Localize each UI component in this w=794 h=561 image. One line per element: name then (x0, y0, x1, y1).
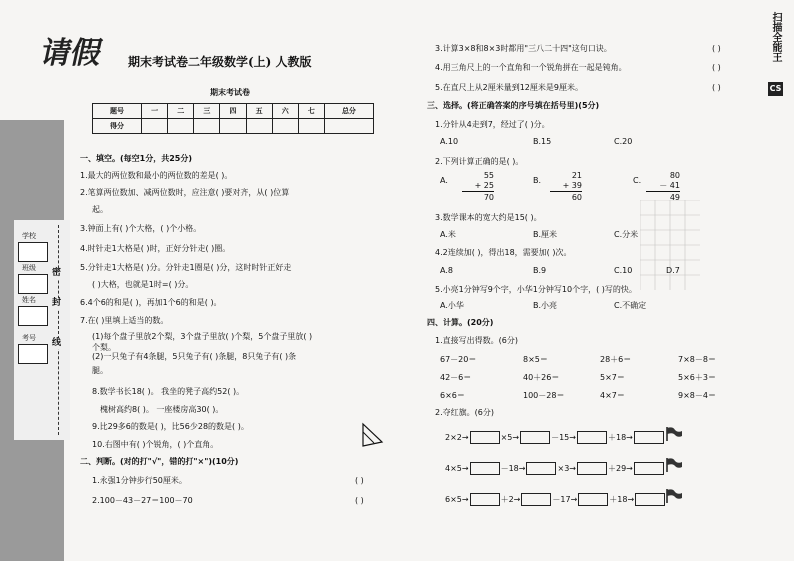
class-field (18, 274, 48, 294)
calc-item: 4×7＝ (600, 391, 625, 400)
score-col-header: 七 (298, 104, 324, 119)
section-4-title: 四、计算。(20分) (427, 318, 494, 327)
calc-item: 40＋26＝ (523, 373, 560, 382)
choice-3-option-a: A.米 (440, 230, 456, 239)
score-col-header: 五 (246, 104, 272, 119)
question-2-cont: 起。 (92, 205, 108, 214)
calc-a-top: 55 (483, 171, 494, 180)
flag-chain-row (445, 462, 665, 475)
choice-3-option-c: C.分米 (614, 230, 639, 239)
answer-box[interactable] (578, 493, 608, 506)
choice-2-option-c-label: C. (633, 176, 642, 185)
choice-4: 4.2连续加( )，得出18，需要加( )次。 (435, 248, 572, 257)
calc-c-op: － 41 (646, 181, 680, 192)
judge-3: 3.计算3×8和8×3时都用"三八二十四"这句口诀。 (435, 44, 612, 53)
choice-1-option-c: C.20 (614, 137, 633, 146)
question-6: 6.4个6的和是( )，再加1个6的和是( )。 (80, 298, 222, 307)
page-subtitle: 期末考试卷 (210, 88, 250, 97)
calc-item: 5×6＋3＝ (678, 373, 716, 382)
question-3: 3.钟面上有( )个大格，( )个小格。 (80, 224, 202, 233)
flag-chain-row (445, 493, 666, 506)
question-8: 8.数学书长18( )。 我坐的凳子高约52( )。 (92, 387, 245, 396)
judge-4-answer: ( ) (712, 63, 721, 72)
chain-step: ＋29→ (607, 464, 633, 473)
score-col-header: 六 (272, 104, 298, 119)
choice-2-option-a-label: A. (440, 176, 448, 185)
choice-4-option-b: B.9 (533, 266, 547, 275)
question-5-cont: ( )大格，也就是1时=( )分。 (92, 280, 194, 289)
answer-box[interactable] (634, 462, 664, 475)
calc-a-op: + 25 (462, 181, 494, 192)
score-cell (142, 119, 168, 134)
score-col-header: 三 (194, 104, 220, 119)
score-row-label: 得分 (93, 119, 142, 134)
answer-box[interactable] (470, 431, 500, 444)
question-1: 1.最大的两位数和最小的两位数的差是( )。 (80, 171, 233, 180)
question-7-1-cont: 个梨。 (92, 343, 116, 352)
calc-item: 28＋6＝ (600, 355, 632, 364)
score-cell (298, 119, 324, 134)
chain-step: 2×2→ (445, 433, 469, 442)
score-cell (272, 119, 298, 134)
choice-3: 3.数学课本的宽大约是15( )。 (435, 213, 542, 222)
calc-item: 7×8－8＝ (678, 355, 716, 364)
score-table-row (93, 119, 374, 134)
question-5: 5.分针走1大格是( )分。分针走1圈是( )分，这时时针正好走 (80, 263, 292, 272)
score-table-header-row (93, 104, 374, 119)
judge-1: 1.永强1分钟步行50厘米。 (92, 476, 187, 485)
question-7-2: (2)一只兔子有4条腿，5只兔子有( )条腿，8只兔子有( )条 (92, 352, 297, 361)
question-7: 7.在( )里填上适当的数。 (80, 316, 169, 325)
calc-b-op: + 39 (550, 181, 582, 192)
seal-line (58, 225, 59, 435)
red-flag-icon (665, 427, 683, 441)
choice-2-option-b-label: B. (533, 176, 542, 185)
score-col-header: 题号 (93, 104, 142, 119)
calc-b-result: 60 (571, 193, 582, 202)
answer-box[interactable] (470, 462, 500, 475)
chain-step: －18→ (500, 464, 526, 473)
score-cell (246, 119, 272, 134)
answer-box[interactable] (634, 431, 664, 444)
question-8-cont: 槐树高约8( )。 一座楼房高30( )。 (100, 405, 224, 414)
scanner-watermark: 扫描全能王 (770, 12, 781, 62)
score-col-header: 二 (168, 104, 194, 119)
question-9: 9.比29多6的数是( )，比56少28的数是( )。 (92, 422, 249, 431)
chain-step: ＋2→ (500, 495, 521, 504)
chain-step: ×5→ (500, 433, 520, 442)
choice-1-option-a: A.10 (440, 137, 459, 146)
question-4: 4.时针走1大格是( )时，正好分针走( )圈。 (80, 244, 231, 253)
judge-5-answer: ( ) (712, 83, 721, 92)
choice-3-option-b: B.厘米 (533, 230, 558, 239)
judge-1-answer: ( ) (355, 476, 364, 485)
answer-box[interactable] (577, 431, 607, 444)
question-7-2-cont: 腿。 (92, 366, 108, 375)
score-col-header: 一 (142, 104, 168, 119)
choice-4-option-a: A.8 (440, 266, 453, 275)
faded-grid-figure (640, 200, 700, 290)
question-2: 2.笔算两位数加、减两位数时，应注意( )要对齐，从( )位算 (80, 188, 290, 197)
calc-c-result: 49 (669, 193, 680, 202)
calc-c-top: 80 (669, 171, 680, 180)
choice-5-option-a: A.小华 (440, 301, 464, 310)
calc-b-top: 21 (571, 171, 582, 180)
choice-5: 5.小亮1分钟写9个字，小华1分钟写10个字，( )写的快。 (435, 285, 637, 294)
class-label: 班级 (22, 264, 36, 272)
judge-3-answer: ( ) (712, 44, 721, 53)
page-title: 期末考试卷二年级数学(上) 人教版 (128, 55, 312, 69)
number-field (18, 344, 48, 364)
flag-chain-row (445, 431, 665, 444)
chain-step: 4×5→ (445, 464, 469, 473)
school-field (18, 242, 48, 262)
angle-figure (360, 422, 384, 448)
answer-box[interactable] (526, 462, 556, 475)
seal-char-xian: 线 (52, 338, 62, 348)
calc-item: 8×5＝ (523, 355, 548, 364)
chain-step: ＋18→ (607, 433, 633, 442)
score-col-header: 四 (220, 104, 246, 119)
judge-5: 5.在直尺上从2厘米量到12厘米是9厘米。 (435, 83, 583, 92)
choice-5-option-c: C.不确定 (614, 301, 647, 310)
calc-item: 100－28＝ (523, 391, 565, 400)
score-col-header: 总分 (324, 104, 373, 119)
judge-2-answer: ( ) (355, 496, 364, 505)
answer-box[interactable] (635, 493, 665, 506)
score-cell (194, 119, 220, 134)
choice-1-option-b: B.15 (533, 137, 552, 146)
seal-char-feng: 封 (52, 298, 62, 308)
chain-step: 6×5→ (445, 495, 469, 504)
answer-box[interactable] (470, 493, 500, 506)
answer-box[interactable] (521, 493, 551, 506)
calc-item: 5×7＝ (600, 373, 625, 382)
question-10: 10.右图中有( )个锐角，( )个直角。 (92, 440, 219, 449)
seal-char-mi: 密 (52, 268, 62, 278)
calc-item: 42－6＝ (440, 373, 472, 382)
name-label: 姓名 (22, 296, 36, 304)
answer-box[interactable] (520, 431, 550, 444)
section-3-title: 三、选择。(将正确答案的序号填在括号里)(5分) (427, 101, 600, 110)
score-cell (220, 119, 246, 134)
cs-badge-icon: CS (768, 82, 783, 96)
chain-step: ×3→ (557, 464, 576, 473)
choice-2: 2.下列计算正确的是( )。 (435, 157, 524, 166)
flag-game-title: 2.夺红旗。(6分) (435, 408, 494, 417)
question-7-1: (1)每个盘子里放2个梨，3个盘子里放( )个梨，5个盘子里放( ) (92, 332, 313, 341)
judge-2: 2.100－43－27＝100－70 (92, 496, 193, 505)
section-1-title: 一、填空。(每空1分，共25分) (80, 154, 193, 163)
red-flag-icon (665, 489, 683, 503)
choice-1: 1.分针从4走到7，经过了( )分。 (435, 120, 550, 129)
score-table (92, 103, 374, 134)
calc-a-result: 70 (483, 193, 494, 202)
chain-step: ＋18→ (609, 495, 635, 504)
choice-5-option-b: B.小亮 (533, 301, 558, 310)
choice-4-option-c: C.10 (614, 266, 633, 275)
calc-item: 67－20＝ (440, 355, 477, 364)
handwritten-note: 请假 (37, 36, 105, 71)
number-label: 考号 (22, 334, 36, 342)
direct-calc-title: 1.直接写出得数。(6分) (435, 336, 518, 345)
score-cell (168, 119, 194, 134)
answer-box[interactable] (577, 462, 607, 475)
section-2-title: 二、判断。(对的打"√"，错的打"×")(10分) (80, 457, 239, 466)
calc-item: 9×8－4＝ (678, 391, 716, 400)
chain-step: －15→ (551, 433, 576, 442)
choice-4-option-d: D.7 (666, 266, 680, 275)
name-field (18, 306, 48, 326)
chain-step: －17→ (552, 495, 578, 504)
red-flag-icon (665, 458, 683, 472)
calc-item: 6×6＝ (440, 391, 465, 400)
school-label: 学校 (22, 232, 36, 240)
judge-4: 4.用三角尺上的一个直角和一个锐角拼在一起是钝角。 (435, 63, 627, 72)
score-cell (324, 119, 373, 134)
